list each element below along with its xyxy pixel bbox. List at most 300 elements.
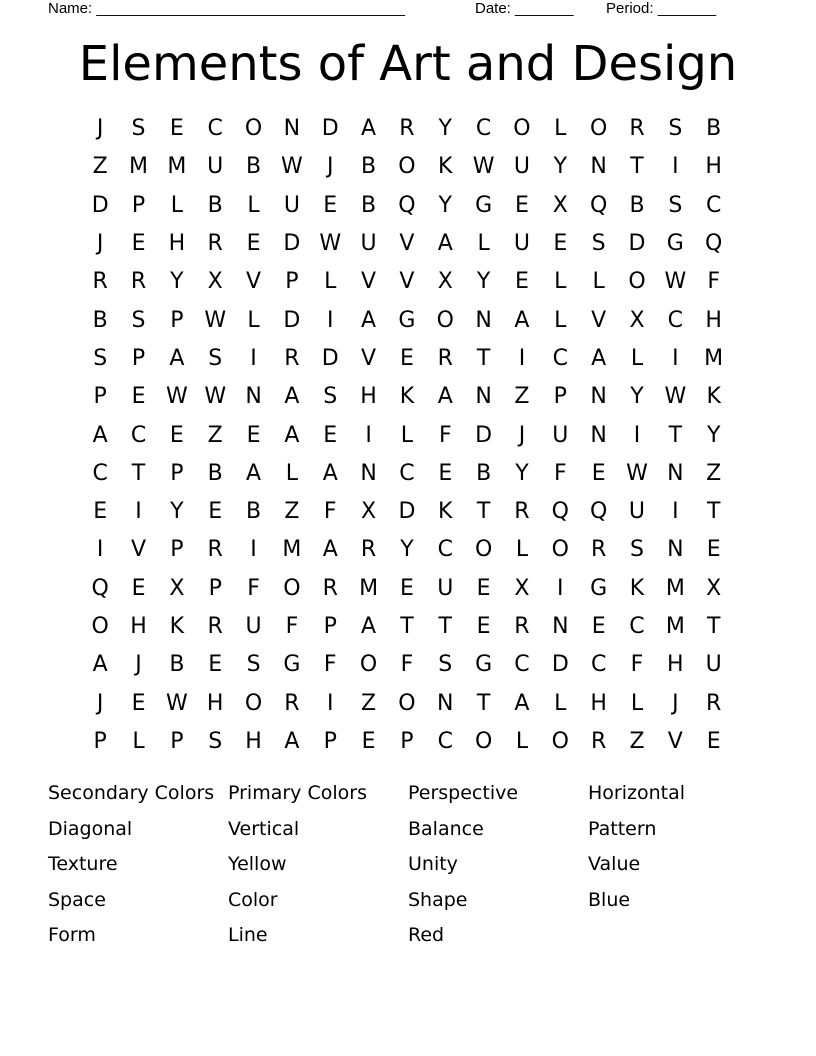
grid-letter[interactable]: U bbox=[552, 422, 569, 448]
grid-letter[interactable]: T bbox=[400, 614, 414, 639]
grid-letter[interactable]: W bbox=[664, 384, 687, 410]
grid-letter[interactable]: E bbox=[399, 345, 414, 371]
grid-letter[interactable]: O bbox=[474, 537, 493, 563]
grid-letter[interactable]: K bbox=[169, 614, 185, 639]
grid-letter[interactable]: L bbox=[592, 269, 605, 295]
grid-letter[interactable]: E bbox=[131, 690, 146, 716]
grid-letter[interactable]: I bbox=[250, 345, 257, 371]
grid-letter[interactable]: R bbox=[514, 499, 530, 525]
grid-letter[interactable]: C bbox=[705, 192, 722, 218]
grid-letter[interactable]: T bbox=[706, 499, 721, 525]
grid-letter[interactable]: J bbox=[326, 154, 334, 180]
grid-row bbox=[81, 608, 733, 646]
grid-letter[interactable]: W bbox=[165, 690, 188, 716]
grid-letter[interactable]: F bbox=[323, 499, 337, 525]
grid-letter[interactable]: A bbox=[284, 384, 300, 410]
grid-letter[interactable]: C bbox=[437, 537, 453, 563]
grid-letter[interactable]: I bbox=[557, 575, 564, 601]
grid-letter[interactable]: U bbox=[705, 652, 722, 678]
grid-letter[interactable]: R bbox=[437, 345, 453, 371]
grid-letter[interactable]: E bbox=[208, 499, 223, 525]
grid-letter[interactable]: Y bbox=[476, 269, 491, 295]
grid-letter[interactable]: U bbox=[283, 192, 300, 218]
grid-letter[interactable]: I bbox=[672, 345, 679, 371]
grid-letter[interactable]: C bbox=[399, 460, 415, 486]
grid-letter[interactable]: A bbox=[361, 614, 377, 639]
grid-letter[interactable]: N bbox=[437, 690, 454, 716]
grid-letter[interactable]: E bbox=[515, 192, 529, 218]
grid-letter[interactable]: C bbox=[475, 116, 492, 142]
grid-letter[interactable]: V bbox=[130, 537, 147, 563]
word-bank-item: Diagonal bbox=[48, 817, 133, 840]
grid-letter[interactable]: P bbox=[93, 384, 107, 410]
grid-letter[interactable]: T bbox=[438, 614, 452, 639]
grid-letter[interactable]: A bbox=[514, 307, 530, 333]
grid-letter[interactable]: D bbox=[628, 231, 646, 257]
grid-letter[interactable]: P bbox=[170, 460, 184, 486]
grid-letter[interactable]: B bbox=[207, 192, 223, 218]
grid-letter[interactable]: K bbox=[438, 154, 453, 180]
grid-letter[interactable]: P bbox=[323, 728, 337, 754]
grid-letter[interactable]: L bbox=[400, 422, 414, 448]
grid-letter[interactable]: T bbox=[476, 499, 491, 525]
grid-letter[interactable]: A bbox=[514, 690, 530, 716]
grid-letter[interactable]: G bbox=[590, 575, 608, 601]
grid-letter[interactable]: M bbox=[359, 575, 379, 601]
grid-letter[interactable]: L bbox=[554, 690, 567, 716]
grid-letter[interactable]: Y bbox=[706, 422, 721, 448]
grid-letter[interactable]: J bbox=[96, 690, 104, 716]
grid-letter[interactable]: B bbox=[169, 652, 185, 678]
grid-letter[interactable]: E bbox=[553, 231, 568, 257]
grid-letter[interactable]: E bbox=[476, 575, 491, 601]
grid-letter[interactable]: C bbox=[590, 652, 607, 678]
grid-letter[interactable]: O bbox=[283, 575, 301, 601]
grid-letter[interactable]: C bbox=[92, 460, 108, 486]
grid-letter[interactable]: R bbox=[399, 116, 415, 142]
grid-letter[interactable]: N bbox=[667, 537, 684, 563]
grid-letter[interactable]: R bbox=[706, 690, 722, 716]
grid-letter[interactable]: V bbox=[399, 269, 415, 295]
grid-letter[interactable]: Z bbox=[361, 690, 377, 716]
grid-letter[interactable]: L bbox=[324, 269, 337, 295]
grid-letter[interactable]: P bbox=[93, 728, 107, 754]
grid-letter[interactable]: E bbox=[323, 192, 338, 218]
grid-letter[interactable]: J bbox=[96, 231, 104, 257]
grid-letter[interactable]: O bbox=[551, 728, 569, 754]
grid-letter[interactable]: P bbox=[208, 575, 222, 601]
grid-letter[interactable]: B bbox=[207, 460, 223, 486]
grid-letter[interactable]: T bbox=[630, 154, 644, 180]
grid-letter[interactable]: S bbox=[246, 652, 261, 678]
grid-letter[interactable]: R bbox=[207, 231, 223, 257]
grid-letter[interactable]: G bbox=[475, 192, 493, 218]
grid-letter[interactable]: P bbox=[131, 345, 146, 371]
grid-letter[interactable]: D bbox=[91, 192, 109, 218]
grid-letter[interactable]: E bbox=[476, 614, 491, 639]
grid-letter[interactable]: M bbox=[665, 575, 685, 601]
grid-letter[interactable]: V bbox=[591, 307, 607, 333]
grid-letter[interactable]: O bbox=[91, 614, 109, 639]
grid-letter[interactable]: L bbox=[554, 307, 567, 333]
date-field[interactable]: Date: _______ bbox=[475, 0, 574, 17]
grid-letter[interactable]: W bbox=[664, 269, 687, 295]
grid-letter[interactable]: H bbox=[360, 384, 377, 410]
grid-letter[interactable]: Y bbox=[400, 537, 414, 563]
grid-letter[interactable]: L bbox=[630, 690, 644, 716]
grid-letter[interactable]: L bbox=[477, 231, 490, 257]
grid-letter[interactable]: N bbox=[475, 384, 492, 410]
grid-letter[interactable]: S bbox=[668, 116, 683, 142]
grid-letter[interactable]: U bbox=[513, 154, 530, 180]
grid-letter[interactable]: C bbox=[437, 728, 453, 754]
grid-letter[interactable]: W bbox=[281, 154, 303, 180]
grid-letter[interactable]: F bbox=[400, 652, 414, 678]
grid-letter[interactable]: Z bbox=[92, 154, 108, 180]
grid-letter[interactable]: P bbox=[170, 728, 184, 754]
grid-letter[interactable]: O bbox=[244, 690, 263, 716]
grid-letter[interactable]: V bbox=[361, 269, 377, 295]
grid-letter[interactable]: S bbox=[93, 345, 108, 371]
grid-letter[interactable]: Z bbox=[207, 422, 223, 448]
grid-letter[interactable]: X bbox=[514, 575, 530, 601]
grid-letter[interactable]: R bbox=[514, 614, 530, 639]
grid-letter[interactable]: J bbox=[672, 690, 679, 716]
grid-letter[interactable]: A bbox=[92, 652, 108, 678]
grid-letter[interactable]: Y bbox=[438, 192, 452, 218]
grid-letter[interactable]: N bbox=[245, 384, 262, 410]
grid-letter[interactable]: Y bbox=[553, 154, 568, 180]
grid-letter[interactable]: H bbox=[130, 614, 147, 639]
grid-letter[interactable]: X bbox=[552, 192, 568, 218]
grid-letter[interactable]: F bbox=[247, 575, 260, 601]
grid-letter[interactable]: M bbox=[704, 345, 724, 371]
grid-letter[interactable]: K bbox=[706, 384, 721, 410]
grid-letter[interactable]: D bbox=[398, 499, 416, 525]
grid-letter[interactable]: F bbox=[323, 652, 337, 678]
grid-letter[interactable]: O bbox=[436, 307, 454, 333]
grid-letter[interactable]: I bbox=[250, 537, 257, 563]
grid-letter[interactable]: A bbox=[361, 307, 377, 333]
grid-letter[interactable]: X bbox=[169, 575, 185, 601]
grid-letter[interactable]: I bbox=[135, 499, 142, 525]
grid-letter[interactable]: X bbox=[207, 269, 223, 295]
grid-letter[interactable]: M bbox=[167, 154, 187, 180]
grid-letter[interactable]: K bbox=[399, 384, 415, 410]
grid-letter[interactable]: R bbox=[629, 116, 645, 142]
grid-letter[interactable]: H bbox=[206, 690, 224, 716]
grid-letter[interactable]: D bbox=[321, 116, 339, 142]
grid-letter[interactable]: A bbox=[169, 345, 185, 371]
word-bank-item: Texture bbox=[48, 853, 118, 876]
grid-letter[interactable]: E bbox=[131, 575, 146, 601]
grid-letter[interactable]: X bbox=[361, 499, 377, 525]
grid-letter[interactable]: E bbox=[399, 575, 414, 601]
grid-letter[interactable]: H bbox=[667, 652, 684, 678]
grid-letter[interactable]: P bbox=[553, 384, 567, 410]
grid-letter[interactable]: E bbox=[131, 384, 146, 410]
grid-letter[interactable]: R bbox=[360, 537, 377, 563]
grid-letter[interactable]: Z bbox=[706, 460, 722, 486]
grid-letter[interactable]: X bbox=[437, 269, 453, 295]
grid-letter[interactable]: T bbox=[476, 345, 491, 371]
grid-letter[interactable]: S bbox=[208, 728, 223, 754]
grid-letter[interactable]: Q bbox=[705, 231, 723, 257]
grid-letter[interactable]: V bbox=[399, 231, 415, 257]
grid-letter[interactable]: G bbox=[283, 652, 301, 678]
grid-letter[interactable]: H bbox=[168, 231, 186, 257]
grid-letter[interactable]: I bbox=[518, 345, 526, 371]
grid-letter[interactable]: Q bbox=[589, 499, 608, 525]
grid-letter[interactable]: D bbox=[475, 422, 493, 448]
grid-letter[interactable]: O bbox=[474, 728, 493, 754]
grid-letter[interactable]: O bbox=[398, 154, 416, 180]
grid-letter[interactable]: E bbox=[246, 231, 261, 257]
grid-letter[interactable]: N bbox=[590, 384, 607, 410]
grid-letter[interactable]: Q bbox=[551, 499, 569, 525]
grid-letter[interactable]: W bbox=[204, 307, 227, 333]
grid-letter[interactable]: Z bbox=[284, 499, 300, 525]
grid-letter[interactable]: B bbox=[361, 192, 377, 218]
grid-letter[interactable]: B bbox=[246, 499, 262, 525]
grid-letter[interactable]: Y bbox=[630, 384, 644, 410]
grid-letter[interactable]: I bbox=[326, 307, 334, 333]
grid-letter[interactable]: X bbox=[629, 307, 645, 333]
grid-letter[interactable]: D bbox=[283, 307, 301, 333]
grid-letter[interactable]: R bbox=[590, 728, 607, 754]
grid-letter[interactable]: E bbox=[246, 422, 261, 448]
grid-letter[interactable]: A bbox=[591, 345, 607, 371]
grid-letter[interactable]: Z bbox=[514, 384, 530, 410]
grid-letter[interactable]: I bbox=[672, 499, 679, 525]
grid-letter[interactable]: U bbox=[245, 614, 262, 639]
period-field[interactable]: Period: _______ bbox=[606, 0, 717, 17]
grid-letter[interactable]: B bbox=[629, 192, 645, 218]
grid-letter[interactable]: M bbox=[665, 614, 685, 639]
grid-letter[interactable]: R bbox=[130, 269, 147, 295]
grid-row bbox=[81, 340, 733, 378]
grid-letter[interactable]: V bbox=[361, 345, 377, 371]
grid-letter[interactable]: W bbox=[165, 384, 188, 410]
grid-letter[interactable]: M bbox=[129, 154, 148, 180]
grid-letter[interactable]: S bbox=[591, 231, 606, 257]
grid-letter[interactable]: U bbox=[207, 154, 224, 180]
grid-letter[interactable]: E bbox=[208, 652, 223, 678]
grid-letter[interactable]: P bbox=[170, 307, 184, 333]
grid-letter[interactable]: V bbox=[667, 728, 683, 754]
name-field[interactable]: Name: _____________________________________ bbox=[48, 0, 406, 17]
grid-letter[interactable]: N bbox=[475, 307, 492, 333]
grid-letter[interactable]: I bbox=[96, 537, 104, 563]
grid-letter[interactable]: O bbox=[551, 537, 569, 563]
grid-letter[interactable]: S bbox=[131, 116, 146, 142]
grid-letter[interactable]: N bbox=[283, 116, 301, 142]
grid-letter[interactable]: E bbox=[169, 116, 184, 142]
grid-letter[interactable]: Q bbox=[91, 575, 109, 601]
grid-letter[interactable]: Q bbox=[589, 192, 608, 218]
grid-letter[interactable]: R bbox=[207, 614, 223, 639]
grid-letter[interactable]: D bbox=[321, 345, 339, 371]
grid-letter[interactable]: O bbox=[398, 690, 416, 716]
grid-letter[interactable]: R bbox=[284, 690, 300, 716]
grid-letter[interactable]: C bbox=[514, 652, 530, 678]
grid-letter[interactable]: T bbox=[131, 460, 146, 486]
grid-letter[interactable]: L bbox=[515, 537, 529, 563]
grid-letter[interactable]: L bbox=[515, 728, 529, 754]
grid-letter[interactable]: E bbox=[706, 537, 721, 563]
grid-letter[interactable]: C bbox=[130, 422, 147, 448]
grid-letter[interactable]: R bbox=[207, 537, 223, 563]
grid-letter[interactable]: B bbox=[92, 307, 108, 333]
grid-letter[interactable]: L bbox=[554, 269, 567, 295]
grid-letter[interactable]: S bbox=[668, 192, 683, 218]
grid-letter[interactable]: O bbox=[513, 116, 531, 142]
grid-letter[interactable]: L bbox=[247, 192, 260, 218]
grid-letter[interactable]: V bbox=[246, 269, 262, 295]
grid-letter[interactable]: R bbox=[92, 269, 108, 295]
grid-letter[interactable]: L bbox=[170, 192, 183, 218]
grid-letter[interactable]: H bbox=[590, 690, 607, 716]
grid-letter[interactable]: P bbox=[131, 192, 146, 218]
grid-letter[interactable]: G bbox=[666, 231, 684, 257]
grid-letter[interactable]: P bbox=[170, 537, 184, 563]
grid-letter[interactable]: W bbox=[472, 154, 495, 180]
word-bank bbox=[48, 776, 788, 954]
grid-letter[interactable]: Y bbox=[515, 460, 529, 486]
grid-letter[interactable]: J bbox=[518, 422, 526, 448]
grid-letter[interactable]: Y bbox=[438, 116, 452, 142]
grid-letter[interactable]: A bbox=[322, 537, 338, 563]
grid-letter[interactable]: E bbox=[438, 460, 453, 486]
grid-letter[interactable]: T bbox=[476, 690, 491, 716]
grid-letter[interactable]: T bbox=[668, 422, 683, 448]
grid-letter[interactable]: A bbox=[437, 231, 453, 257]
grid-letter[interactable]: Z bbox=[629, 728, 645, 754]
grid-letter[interactable]: L bbox=[132, 728, 145, 754]
grid-letter[interactable]: E bbox=[131, 231, 146, 257]
grid-letter[interactable]: F bbox=[630, 652, 644, 678]
grid-letter[interactable]: E bbox=[323, 422, 338, 448]
grid-letter[interactable]: I bbox=[365, 422, 372, 448]
grid-letter[interactable]: C bbox=[207, 116, 223, 142]
grid-letter[interactable]: E bbox=[591, 614, 606, 639]
grid-letter[interactable]: O bbox=[589, 116, 608, 142]
grid-letter[interactable]: P bbox=[400, 728, 414, 754]
grid-letter[interactable]: W bbox=[626, 460, 648, 486]
grid-letter[interactable]: R bbox=[590, 537, 607, 563]
grid-letter[interactable]: G bbox=[475, 652, 493, 678]
grid-letter[interactable]: R bbox=[322, 575, 338, 601]
word-bank-item: Form bbox=[48, 924, 96, 947]
grid-letter[interactable]: B bbox=[246, 154, 262, 180]
grid-letter[interactable]: F bbox=[438, 422, 452, 448]
grid-letter[interactable]: C bbox=[629, 614, 645, 639]
grid-letter[interactable]: L bbox=[247, 307, 260, 333]
grid-letter[interactable]: U bbox=[513, 231, 530, 257]
grid-letter[interactable]: P bbox=[285, 269, 299, 295]
grid-letter[interactable]: S bbox=[630, 537, 644, 563]
grid-letter[interactable]: I bbox=[633, 422, 641, 448]
grid-letter[interactable]: E bbox=[93, 499, 108, 525]
grid-letter[interactable]: Y bbox=[170, 269, 184, 295]
grid-row bbox=[81, 416, 733, 454]
grid-letter[interactable]: G bbox=[398, 307, 416, 333]
grid-letter[interactable]: W bbox=[319, 231, 342, 257]
grid-letter[interactable]: J bbox=[96, 116, 104, 142]
grid-letter[interactable]: Y bbox=[170, 499, 184, 525]
word-bank-item: Color bbox=[228, 888, 278, 911]
grid-letter[interactable]: H bbox=[245, 728, 262, 754]
grid-letter[interactable]: F bbox=[285, 614, 299, 639]
grid-letter[interactable]: K bbox=[438, 499, 453, 525]
grid-letter[interactable]: N bbox=[360, 460, 377, 486]
grid-letter[interactable]: L bbox=[285, 460, 299, 486]
grid-letter[interactable]: Q bbox=[398, 192, 416, 218]
grid-letter[interactable]: H bbox=[705, 154, 722, 180]
grid-letter[interactable]: L bbox=[554, 116, 567, 142]
grid-letter[interactable]: E bbox=[591, 460, 606, 486]
grid-letter[interactable]: O bbox=[628, 269, 646, 295]
grid-letter[interactable]: I bbox=[672, 154, 679, 180]
grid-letter[interactable]: A bbox=[284, 422, 300, 448]
grid-letter[interactable]: E bbox=[515, 269, 529, 295]
grid-letter[interactable]: N bbox=[590, 422, 607, 448]
grid-letter[interactable]: A bbox=[92, 422, 108, 448]
grid-letter[interactable]: O bbox=[359, 652, 378, 678]
grid-letter[interactable]: N bbox=[590, 154, 607, 180]
grid-letter[interactable]: C bbox=[552, 345, 568, 371]
grid-letter[interactable]: O bbox=[244, 116, 263, 142]
grid-letter[interactable]: S bbox=[131, 307, 146, 333]
grid-letter[interactable]: A bbox=[322, 460, 338, 486]
grid-letter[interactable]: S bbox=[208, 345, 223, 371]
grid-letter[interactable]: U bbox=[437, 575, 454, 601]
grid-letter[interactable]: J bbox=[135, 652, 142, 678]
grid-letter[interactable]: N bbox=[552, 614, 569, 639]
grid-letter[interactable]: F bbox=[707, 269, 720, 295]
grid-letter[interactable]: T bbox=[706, 614, 721, 639]
grid-letter[interactable]: P bbox=[323, 614, 337, 639]
grid-letter[interactable]: M bbox=[282, 537, 302, 563]
grid-letter[interactable]: S bbox=[323, 384, 338, 410]
grid-letter[interactable]: A bbox=[246, 460, 262, 486]
grid-letter[interactable]: A bbox=[361, 116, 377, 142]
grid-letter[interactable]: N bbox=[667, 460, 684, 486]
grid-letter[interactable]: U bbox=[628, 499, 646, 525]
grid-letter[interactable]: W bbox=[204, 384, 227, 410]
grid-letter[interactable]: X bbox=[706, 575, 722, 601]
grid-letter[interactable]: E bbox=[706, 728, 721, 754]
grid-letter[interactable]: C bbox=[667, 307, 684, 333]
grid-letter[interactable]: U bbox=[360, 231, 377, 257]
grid-letter[interactable]: D bbox=[551, 652, 569, 678]
grid-letter[interactable]: L bbox=[630, 345, 644, 371]
grid-letter[interactable]: S bbox=[438, 652, 453, 678]
grid-letter[interactable]: B bbox=[361, 154, 377, 180]
grid-letter[interactable]: H bbox=[705, 307, 722, 333]
grid-letter[interactable]: K bbox=[629, 575, 645, 601]
grid-letter[interactable]: A bbox=[437, 384, 453, 410]
grid-letter[interactable]: E bbox=[361, 728, 376, 754]
grid-letter[interactable]: I bbox=[326, 690, 334, 716]
grid-letter[interactable]: R bbox=[284, 345, 300, 371]
grid-letter[interactable]: D bbox=[283, 231, 301, 257]
grid-letter[interactable]: A bbox=[284, 728, 300, 754]
grid-letter[interactable]: B bbox=[706, 116, 722, 142]
grid-letter[interactable]: E bbox=[169, 422, 184, 448]
grid-letter[interactable]: B bbox=[476, 460, 492, 486]
grid-letter[interactable]: F bbox=[553, 460, 567, 486]
